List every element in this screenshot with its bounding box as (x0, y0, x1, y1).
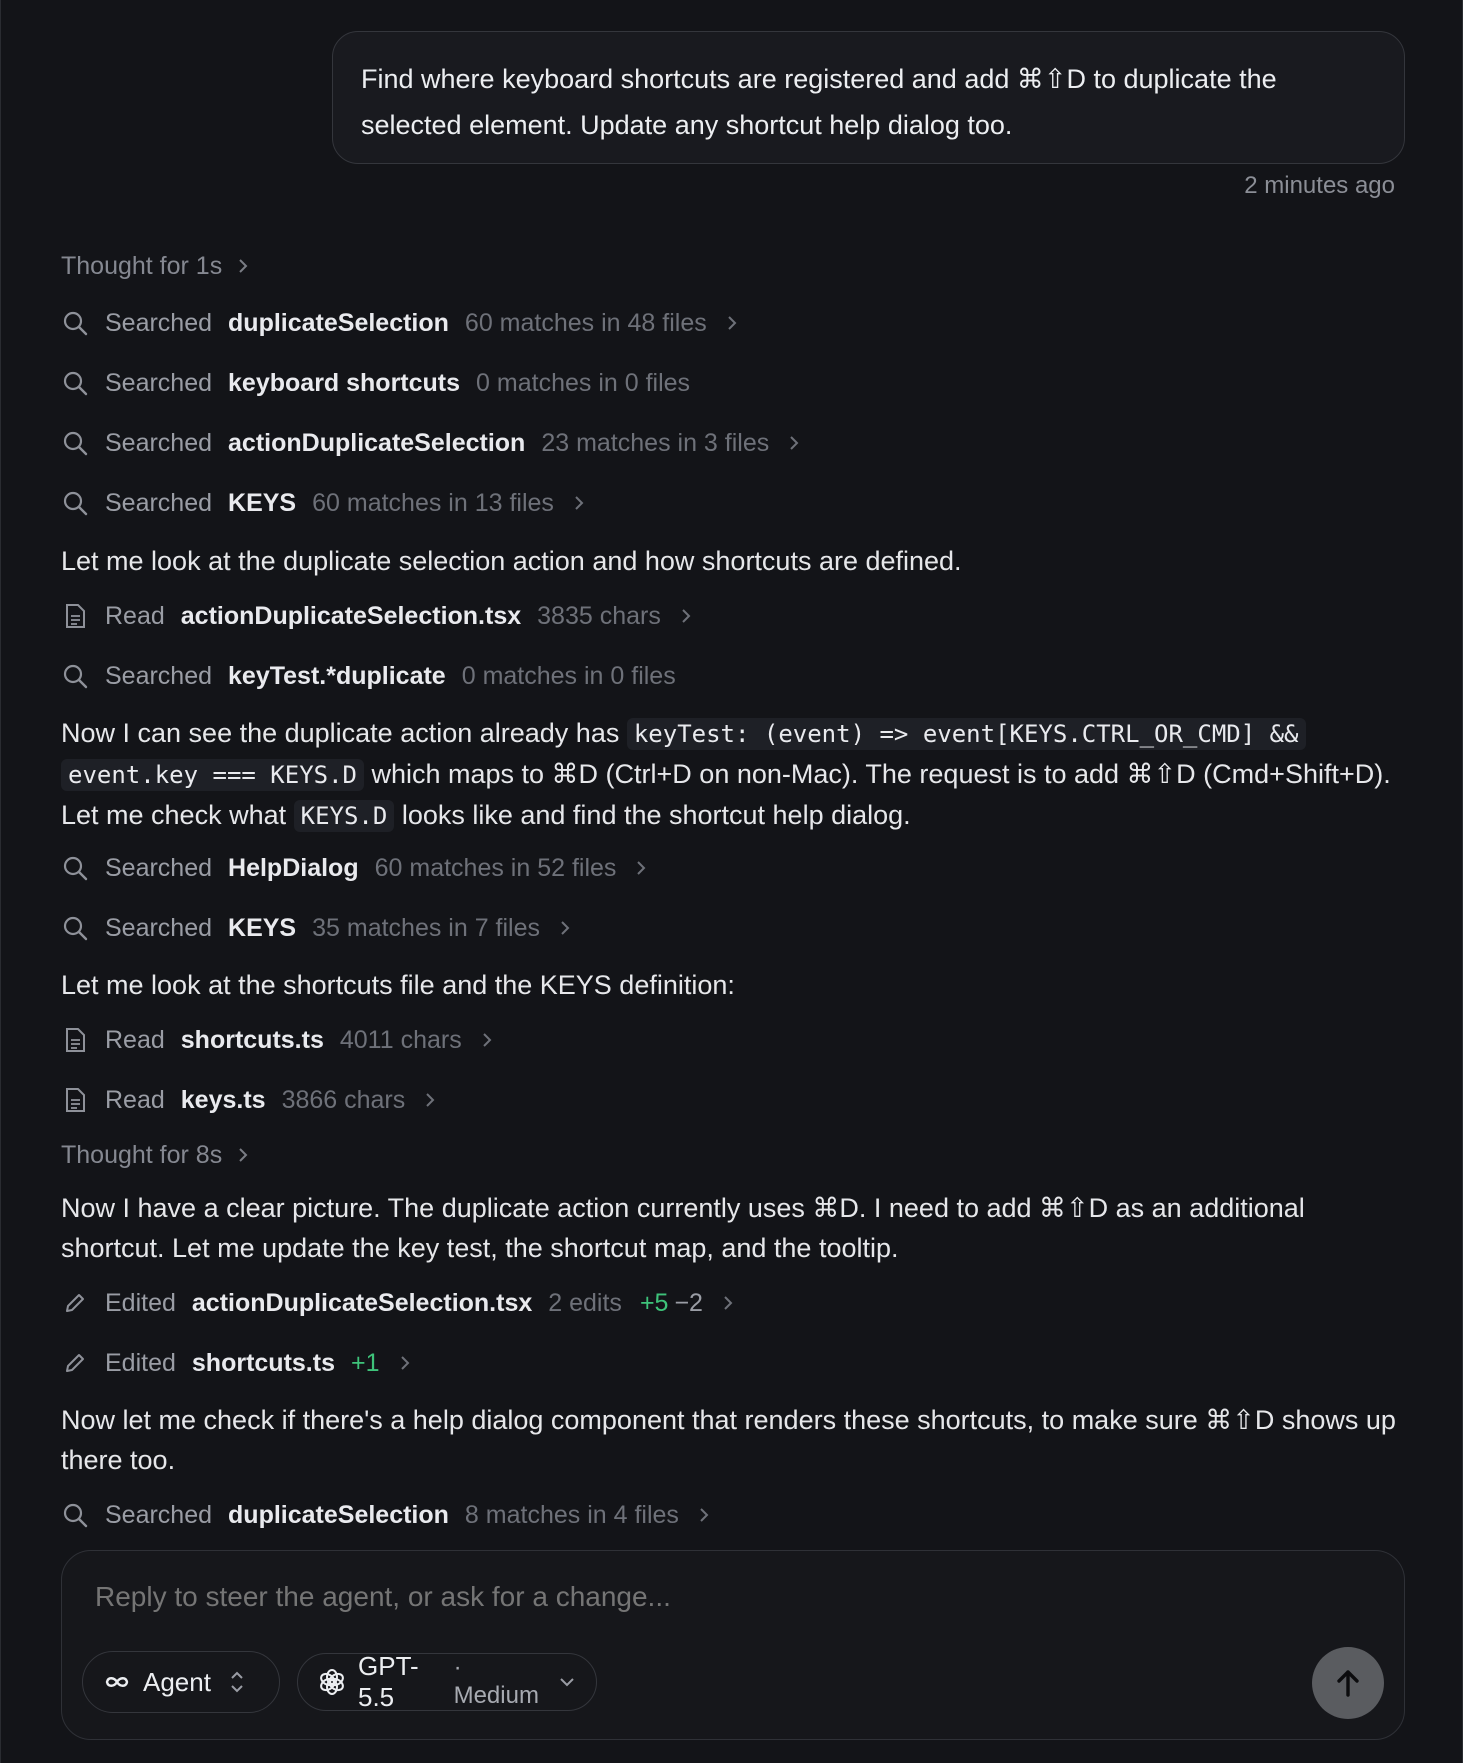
chevron-right-icon (236, 1146, 250, 1164)
message-text: which maps to ⌘D (Ctrl+D on non-Mac). The request is to add ⌘⇧D (Cmd+Shift+D). Let me check what (61, 759, 1391, 830)
step-meta: 60 matches in 48 files (464, 308, 707, 337)
step-read-row[interactable] (61, 1080, 437, 1120)
step-meta: 8 matches in 4 files (464, 1500, 679, 1529)
chevron-right-icon (634, 859, 648, 877)
chevron-right-icon (558, 919, 572, 937)
reply-input[interactable] (95, 1581, 1295, 1613)
search-icon (61, 489, 89, 517)
step-target: actionDuplicateSelection.tsx (180, 601, 522, 630)
model-select[interactable] (297, 1653, 597, 1711)
chevron-right-icon (721, 1294, 735, 1312)
agent-message (61, 713, 1401, 836)
step-meta: 2 edits (548, 1288, 622, 1317)
file-icon (61, 602, 89, 630)
step-meta: 60 matches in 52 files (374, 853, 617, 882)
step-verb: Edited (105, 1288, 176, 1317)
agent-mode-select[interactable] (82, 1651, 280, 1713)
step-edit-row[interactable] (61, 1283, 735, 1323)
message-text: looks like and find the shortcut help dialog. (394, 800, 911, 830)
chevron-right-icon (423, 1091, 437, 1109)
step-verb: Searched (105, 368, 213, 397)
step-target: duplicateSelection (228, 1500, 449, 1529)
lines-removed: −2 (674, 1288, 703, 1317)
step-meta: 0 matches in 0 files (476, 368, 691, 397)
thought-label: Thought for 1s (61, 251, 223, 280)
chevron-right-icon (679, 607, 693, 625)
thought-toggle[interactable] (61, 1135, 250, 1175)
effort-label: · Medium (453, 1654, 539, 1709)
search-icon (61, 662, 89, 690)
step-search-row[interactable] (61, 656, 694, 696)
step-target: KEYS (228, 913, 297, 942)
step-verb: Searched (105, 853, 213, 882)
thought-toggle[interactable] (61, 246, 250, 286)
step-target: HelpDialog (228, 853, 359, 882)
chevron-right-icon (480, 1031, 494, 1049)
chevron-right-icon (572, 494, 586, 512)
step-meta: 23 matches in 3 files (541, 428, 770, 457)
search-icon (61, 309, 89, 337)
chevron-right-icon (725, 314, 739, 332)
agent-message: Let me look at the shortcuts file and the KEYS definition: (61, 970, 735, 1000)
step-meta: 4011 chars (339, 1025, 462, 1054)
step-edit-row[interactable] (61, 1343, 412, 1383)
step-target: KEYS (228, 488, 297, 517)
search-icon (61, 369, 89, 397)
chevron-up-down-icon (229, 1669, 245, 1695)
model-label: GPT-5.5 (358, 1651, 419, 1712)
step-target: actionDuplicateSelection (228, 428, 526, 457)
step-target: shortcuts.ts (191, 1348, 335, 1377)
step-verb: Searched (105, 308, 213, 337)
openai-logo-icon (318, 1668, 346, 1696)
chevron-right-icon (697, 1506, 711, 1524)
user-message-text: Find where keyboard shortcuts are registered and add ⌘⇧D to duplicate the selected element. Update any shortcut help dialog too. (361, 64, 1277, 140)
infinity-icon (103, 1674, 131, 1690)
step-target: shortcuts.ts (180, 1025, 324, 1054)
step-read-row[interactable] (61, 1020, 494, 1060)
inline-code: KEYS.D (294, 800, 395, 832)
step-target: actionDuplicateSelection.tsx (191, 1288, 533, 1317)
step-meta: 60 matches in 13 files (312, 488, 554, 517)
lines-added: +1 (350, 1348, 380, 1377)
search-icon (61, 429, 89, 457)
step-meta: 3835 chars (537, 601, 661, 630)
step-verb: Searched (105, 661, 213, 690)
step-target: keyboard shortcuts (228, 368, 461, 397)
step-search-row[interactable] (61, 848, 648, 888)
agent-message: Let me look at the duplicate selection action and how shortcuts are defined. (61, 546, 962, 576)
send-button[interactable] (1312, 1647, 1384, 1719)
step-verb: Read (105, 601, 165, 630)
step-target: keyTest.*duplicate (228, 661, 446, 690)
step-verb: Read (105, 1025, 165, 1054)
inline-code: keyTest: (event) => event[KEYS.CTRL_OR_CMD] && (627, 718, 1306, 750)
search-icon (61, 914, 89, 942)
step-meta: 35 matches in 7 files (312, 913, 541, 942)
mode-label: Agent (143, 1666, 211, 1697)
user-message-bubble (332, 31, 1405, 164)
step-verb: Edited (105, 1348, 176, 1377)
thought-label: Thought for 8s (61, 1140, 223, 1169)
step-verb: Searched (105, 428, 213, 457)
step-verb: Read (105, 1085, 165, 1114)
step-meta: 3866 chars (281, 1085, 406, 1114)
lines-added: +5 (639, 1288, 669, 1317)
composer (61, 1550, 1405, 1740)
file-icon (61, 1086, 89, 1114)
step-search-row[interactable] (61, 908, 572, 948)
step-verb: Searched (105, 488, 213, 517)
agent-message: Now I have a clear picture. The duplicate action currently uses ⌘D. I need to add ⌘⇧D as an additional shortcut. Let me update the key test, the shortcut map, and the tooltip. (61, 1193, 1305, 1263)
step-search-row[interactable] (61, 483, 586, 523)
step-search-row[interactable] (61, 363, 708, 403)
chevron-right-icon (787, 434, 801, 452)
step-read-row[interactable] (61, 596, 693, 636)
chevron-down-icon (558, 1676, 576, 1688)
step-verb: Searched (105, 913, 213, 942)
file-icon (61, 1026, 89, 1054)
message-text: Now I can see the duplicate action already has (61, 718, 627, 748)
inline-code: event.key === KEYS.D (61, 759, 364, 791)
arrow-up-icon (1334, 1668, 1362, 1698)
pencil-icon (61, 1289, 89, 1317)
step-target: duplicateSelection (228, 308, 449, 337)
chevron-right-icon (236, 257, 250, 275)
message-timestamp: 2 minutes ago (1244, 172, 1395, 199)
step-target: keys.ts (180, 1085, 266, 1114)
pencil-icon (61, 1349, 89, 1377)
search-icon (61, 854, 89, 882)
step-search-row[interactable] (61, 303, 739, 343)
step-meta: 0 matches in 0 files (461, 661, 676, 690)
agent-message: Now let me check if there's a help dialog component that renders these shortcuts, to make sure ⌘⇧D shows up there too. (61, 1405, 1396, 1475)
search-icon (61, 1501, 89, 1529)
step-verb: Searched (105, 1500, 213, 1529)
step-search-row[interactable] (61, 423, 801, 463)
step-search-row[interactable] (61, 1495, 711, 1535)
chevron-right-icon (398, 1354, 412, 1372)
